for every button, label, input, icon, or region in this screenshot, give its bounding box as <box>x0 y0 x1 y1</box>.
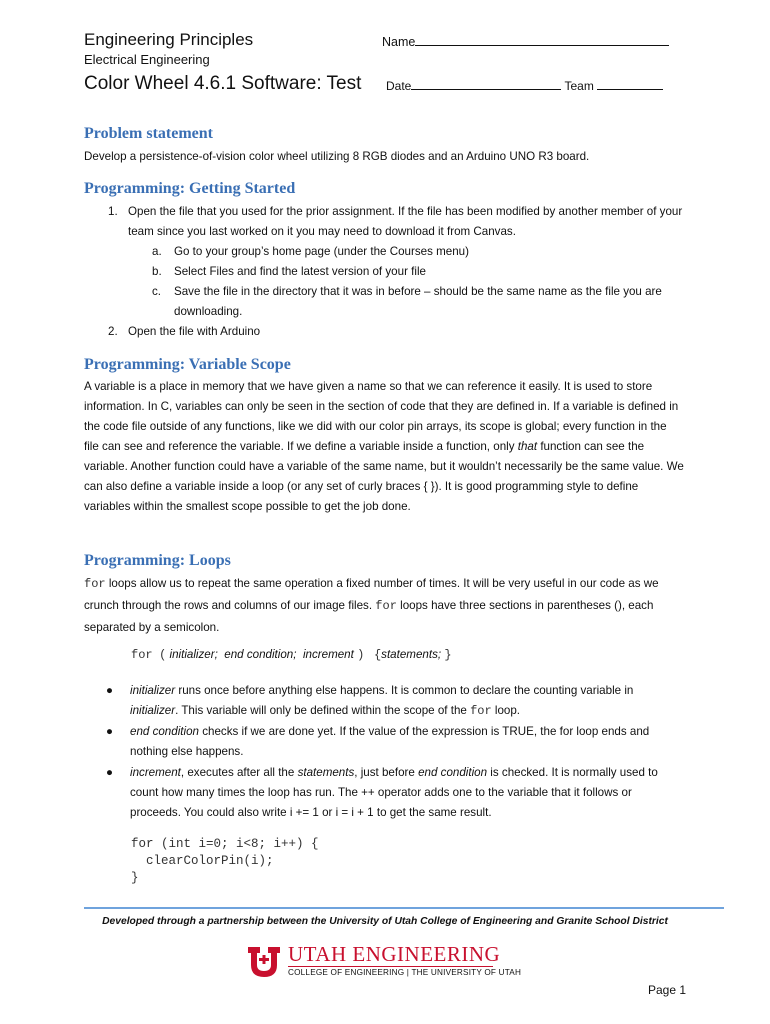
code-line: for (int i=0; i<8; i++) { <box>131 837 319 851</box>
code-line: clearColorPin(i); <box>131 854 274 868</box>
bullet-text: , executes after all the <box>180 766 298 779</box>
syntax-statements: statements; <box>381 648 442 661</box>
date-line[interactable] <box>411 77 561 90</box>
bullet-text: loop. <box>491 704 521 717</box>
term: end condition <box>130 725 199 738</box>
name-field[interactable] <box>382 33 669 49</box>
sub-letter: a. <box>152 245 162 258</box>
term: end condition <box>418 766 488 779</box>
bullet-text: . This variable will only be defined within the scope of the <box>175 704 471 717</box>
utah-u-logo-icon <box>246 945 282 979</box>
problem-text: Develop a persistence-of-vision color wheel utilizing 8 RGB diodes and an Arduino UNO R3 board. <box>84 150 590 163</box>
for-keyword: for <box>470 704 492 718</box>
for-syntax <box>131 648 452 662</box>
list-number: 2. <box>108 325 118 338</box>
course-title: Engineering Principles <box>84 30 254 49</box>
scope-heading: Programming: Variable Scope <box>84 356 291 373</box>
loop-bullets <box>84 681 684 824</box>
syntax-brace-open: { <box>373 648 382 662</box>
team-line[interactable] <box>597 77 663 90</box>
bullet-text: runs once before anything else happens. It is common to declare the counting variable in <box>175 684 634 697</box>
list-item <box>84 202 684 242</box>
logo-wordmark: UTAH ENGINEERING <box>288 942 501 966</box>
name-label: Name <box>382 35 416 49</box>
list-item <box>84 322 684 342</box>
logo-rule <box>288 966 493 967</box>
sub-item-text: Save the file in the directory that it was in before – should be the same name as the file you are downloading. <box>174 285 662 318</box>
term: statements <box>297 766 355 779</box>
team-label: Team <box>564 79 594 93</box>
sub-item <box>152 282 684 322</box>
getting-started-list <box>84 202 684 342</box>
list-item-text: Open the file that you used for the prior assignment. If the file has been modified by another member of your team since you last worked on it you may need to download it from Canvas. <box>128 205 683 238</box>
document-title: Color Wheel 4.6.1 Software: Test <box>84 73 362 94</box>
scope-emphasis: that <box>517 440 538 453</box>
logo-subtitle: COLLEGE OF ENGINEERING | THE UNIVERSITY OF UTAH <box>288 968 522 977</box>
sub-item <box>152 242 684 262</box>
term: initializer <box>130 684 176 697</box>
syntax-for: for <box>131 648 153 662</box>
footer-divider <box>84 907 724 909</box>
loops-heading: Programming: Loops <box>84 552 231 569</box>
scope-text <box>84 377 684 517</box>
syntax-brace-close: } <box>444 648 452 662</box>
for-keyword: for <box>84 577 106 591</box>
list-number: 1. <box>108 205 118 218</box>
term: increment <box>130 766 181 779</box>
sub-item-text: Select Files and find the latest version of your file <box>174 265 426 278</box>
bullet-text: , just before <box>354 766 419 779</box>
code-example <box>131 836 319 887</box>
loops-intro-a: loops allow us to repeat the same operation a fixed number of times. It will be very useful in our code as we crunch through the rows and columns of our image files. <box>84 577 659 612</box>
bullet-initializer <box>84 681 684 721</box>
getting-started-heading: Programming: Getting Started <box>84 180 296 197</box>
syntax-increment: increment <box>302 648 354 661</box>
name-line <box>415 33 669 46</box>
bullet-dot: ● <box>106 725 114 738</box>
bullet-increment <box>84 763 684 823</box>
footer-credit: Developed through a partnership between the University of Utah College of Engineering and Granite School District <box>102 916 668 927</box>
syntax-end-condition: end condition; <box>224 648 297 661</box>
syntax-open-paren: ( <box>159 648 167 662</box>
date-label: Date <box>386 79 412 93</box>
bullet-dot: ● <box>106 766 114 779</box>
scope-text-a: A variable is a place in memory that we have given a name so that we can reference it easily. It is used to store information. In C, variables can only be seen in the section of code that they are defined in. If a variable is defined in the code file outside of any functions, like we did with our color pin arrays, its scope is global; every function in the file can see and reference the variable. If we define a variable inside a function, only <box>84 380 679 453</box>
for-keyword: for <box>375 599 397 613</box>
loops-intro <box>84 573 684 638</box>
page-number: Page 1 <box>648 983 687 997</box>
bullet-dot: ● <box>106 684 114 697</box>
sub-letter: c. <box>152 285 162 298</box>
department: Electrical Engineering <box>84 52 210 67</box>
syntax-initializer: initializer; <box>169 648 218 661</box>
date-team-fields <box>386 77 663 93</box>
loops-intro-b: loops have three sections in parentheses (), each separated by a semicolon. <box>84 599 654 634</box>
bullet-text: checks if we are done yet. If the value of the expression is TRUE, the for loop ends and nothing else happens. <box>130 725 650 758</box>
bullet-end-condition <box>84 722 684 762</box>
sub-item <box>152 262 684 282</box>
syntax-close-paren: ) <box>357 648 365 662</box>
code-line: } <box>131 871 139 885</box>
problem-heading: Problem statement <box>84 125 213 142</box>
scope-text-b: function can see the variable. Another function could have a variable of the same name, but it wouldn’t necessarily be the same value. We can also define a variable inside a loop (or any set of curly braces { }). It is good programming style to define variables within the smallest scope possible to get the job done. <box>84 440 684 513</box>
term: initializer <box>130 704 176 717</box>
list-item-text: Open the file with Arduino <box>128 325 261 338</box>
bullet-text: is checked. It is normally used to count how many times the loop has run. The ++ operator adds one to the variable that it follows or proceeds. You could also write i += 1 or i = i + 1 to get the same result. <box>130 766 658 819</box>
sub-letter: b. <box>152 265 162 278</box>
sub-item-text: Go to your group’s home page (under the Courses menu) <box>174 245 469 258</box>
